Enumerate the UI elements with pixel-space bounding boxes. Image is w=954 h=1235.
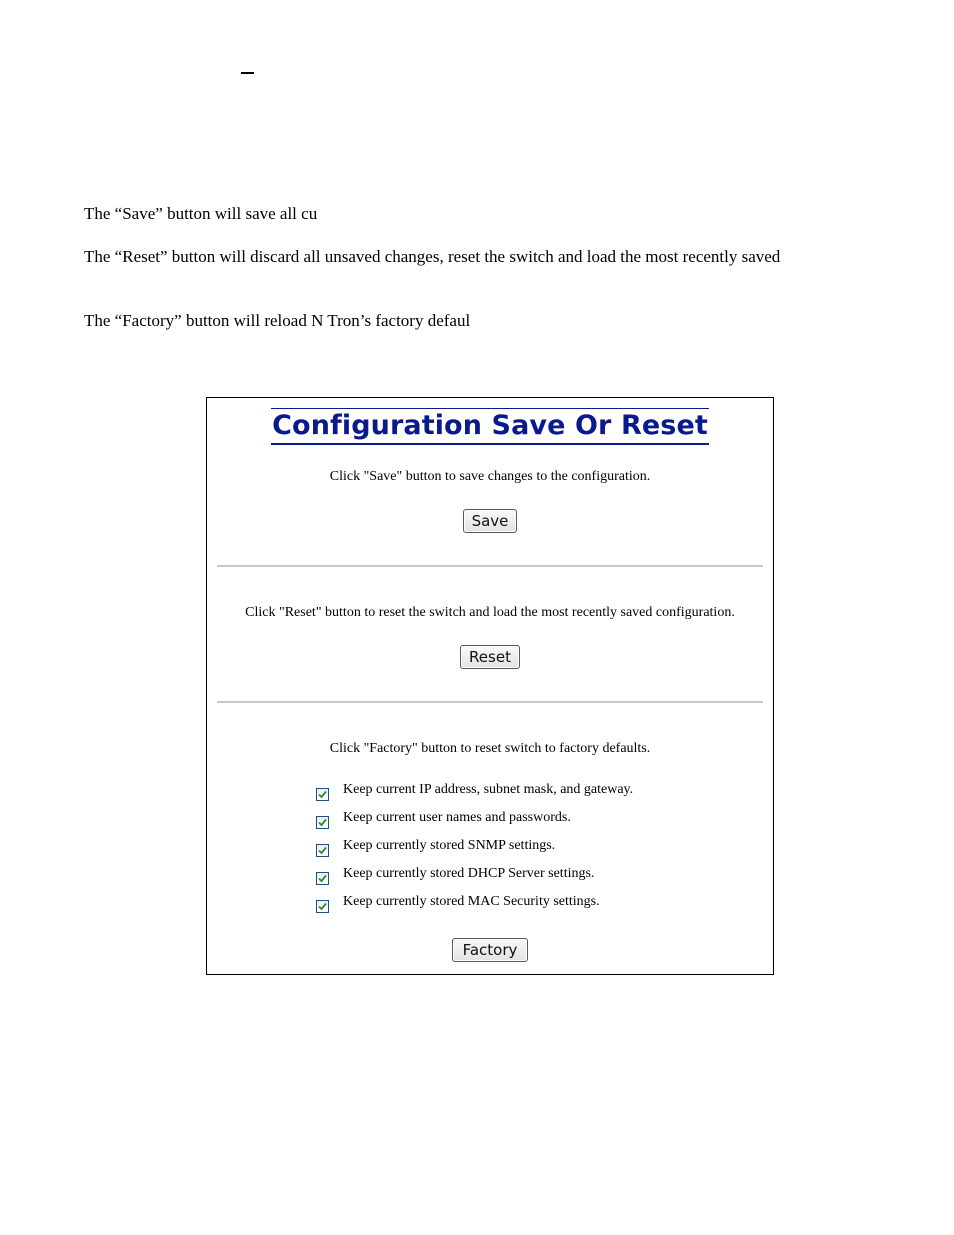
factory-button-wrap bbox=[207, 938, 773, 962]
checkmark-icon bbox=[318, 874, 327, 883]
keep-ip-checkbox[interactable] bbox=[316, 788, 329, 801]
checkmark-icon bbox=[318, 902, 327, 911]
save-button-wrap bbox=[207, 509, 773, 533]
option-label: Keep currently stored MAC Security settings. bbox=[343, 894, 600, 909]
factory-instruction: Click "Factory" button to reset switch to factory defaults. bbox=[329, 741, 651, 756]
option-keep-users bbox=[316, 804, 633, 832]
factory-button[interactable]: Factory bbox=[452, 938, 529, 962]
section-divider bbox=[217, 701, 763, 703]
config-save-reset-panel bbox=[206, 397, 774, 975]
keep-snmp-checkbox[interactable] bbox=[316, 844, 329, 857]
reset-button-wrap bbox=[207, 645, 773, 669]
section-divider bbox=[217, 565, 763, 567]
option-keep-snmp bbox=[316, 832, 633, 860]
doc-paragraph-factory: The “Factory” button will reload N Tron’s factory defaul bbox=[84, 311, 471, 330]
option-label: Keep currently stored DHCP Server settings. bbox=[343, 866, 595, 881]
checkmark-icon bbox=[318, 846, 327, 855]
option-label: Keep current user names and passwords. bbox=[343, 810, 571, 825]
panel-title: Configuration Save Or Reset bbox=[271, 408, 709, 445]
checkmark-icon bbox=[318, 818, 327, 827]
reset-button[interactable]: Reset bbox=[460, 645, 520, 669]
reset-instruction: Click "Reset" button to reset the switch and load the most recently saved configuration. bbox=[245, 605, 735, 620]
checkmark-icon bbox=[318, 790, 327, 799]
panel-title-wrap bbox=[207, 408, 773, 445]
save-instruction: Click "Save" button to save changes to the configuration. bbox=[329, 469, 651, 484]
decorative-dash bbox=[241, 72, 254, 74]
doc-paragraph-reset: The “Reset” button will discard all unsaved changes, reset the switch and load the most recently saved bbox=[84, 247, 781, 266]
option-keep-dhcp bbox=[316, 860, 633, 888]
keep-dhcp-checkbox[interactable] bbox=[316, 872, 329, 885]
option-keep-mac-security bbox=[316, 888, 633, 916]
factory-options-list bbox=[316, 776, 633, 916]
save-button[interactable]: Save bbox=[463, 509, 518, 533]
doc-paragraph-save: The “Save” button will save all cu bbox=[84, 204, 318, 223]
keep-mac-security-checkbox[interactable] bbox=[316, 900, 329, 913]
option-keep-ip bbox=[316, 776, 633, 804]
keep-users-checkbox[interactable] bbox=[316, 816, 329, 829]
option-label: Keep current IP address, subnet mask, and gateway. bbox=[343, 782, 634, 797]
option-label: Keep currently stored SNMP settings. bbox=[343, 838, 556, 853]
